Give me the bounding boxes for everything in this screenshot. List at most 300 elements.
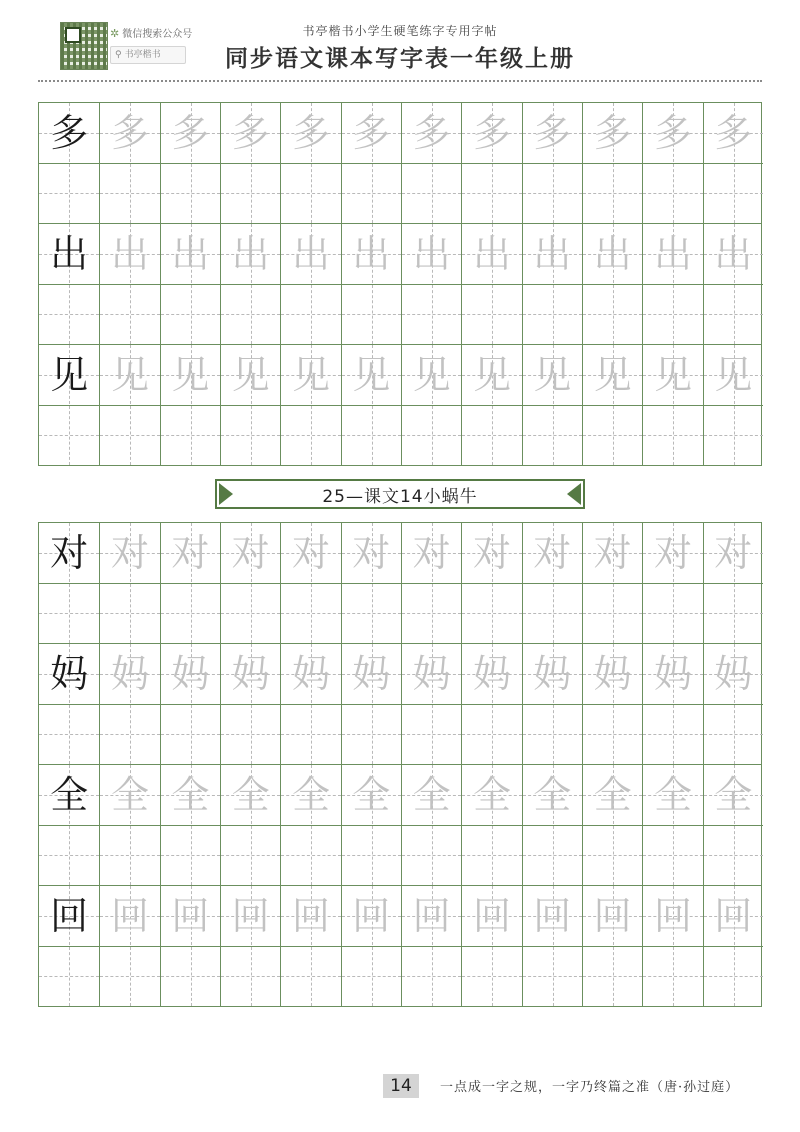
grid-guide-line: [643, 855, 702, 856]
grid-guide-line: [462, 193, 521, 194]
search-text: 书亭楷书: [124, 50, 161, 60]
grid-guide-line: [39, 704, 99, 705]
grid-guide-line: [100, 704, 159, 705]
grid-guide-line: [100, 314, 159, 315]
grid-guide-line: [100, 946, 159, 947]
practice-grid-1: [38, 102, 762, 466]
trace-cell[interactable]: [341, 644, 401, 764]
grid-guide-line: [523, 435, 582, 436]
trace-character: 妈: [412, 652, 451, 696]
trace-cell[interactable]: [582, 103, 642, 223]
grid-guide-line: [523, 405, 582, 406]
grid-guide-line: [704, 583, 763, 584]
trace-cell[interactable]: [341, 103, 401, 223]
grid-guide-line: [161, 946, 220, 947]
grid-guide-line: [462, 405, 521, 406]
grid-guide-line: [462, 583, 521, 584]
model-cell: [39, 765, 99, 885]
grid-guide-line: [281, 583, 340, 584]
page-header: [0, 0, 800, 90]
trace-character: 回: [653, 894, 692, 938]
trace-cell[interactable]: [582, 523, 642, 643]
trace-cell[interactable]: [160, 886, 220, 1006]
grid-guide-line: [342, 193, 401, 194]
grid-guide-line: [342, 613, 401, 614]
trace-cell[interactable]: [280, 345, 340, 465]
practice-row: [39, 764, 761, 885]
model-character: 回: [50, 894, 89, 938]
grid-guide-line: [643, 163, 702, 164]
page-subtitle: 书亭楷书小学生硬笔练字专用字帖: [302, 24, 498, 38]
model-cell: [39, 886, 99, 1006]
trace-character: 出: [291, 232, 330, 276]
trace-cell[interactable]: [642, 644, 702, 764]
trace-character: 出: [110, 232, 149, 276]
trace-cell[interactable]: [522, 886, 582, 1006]
trace-cell[interactable]: [703, 103, 763, 223]
trace-cell[interactable]: [461, 103, 521, 223]
wechat-label: [110, 25, 192, 40]
grid-guide-line: [100, 583, 159, 584]
trace-cell[interactable]: [642, 886, 702, 1006]
trace-cell[interactable]: [522, 103, 582, 223]
grid-guide-line: [342, 855, 401, 856]
grid-guide-line: [342, 314, 401, 315]
grid-guide-line: [402, 583, 461, 584]
trace-cell[interactable]: [99, 345, 159, 465]
trace-cell[interactable]: [522, 765, 582, 885]
grid-guide-line: [643, 825, 702, 826]
trace-cell[interactable]: [401, 886, 461, 1006]
grid-guide-line: [161, 583, 220, 584]
grid-guide-line: [704, 825, 763, 826]
trace-cell[interactable]: [341, 345, 401, 465]
grid-guide-line: [221, 976, 280, 977]
grid-guide-line: [161, 734, 220, 735]
trace-character: 多: [653, 111, 692, 155]
trace-character: 回: [412, 894, 451, 938]
trace-character: 出: [533, 232, 572, 276]
trace-character: 全: [533, 773, 572, 817]
grid-guide-line: [161, 825, 220, 826]
grid-guide-line: [704, 976, 763, 977]
trace-character: 对: [352, 531, 391, 575]
grid-guide-line: [281, 825, 340, 826]
trace-cell[interactable]: [220, 886, 280, 1006]
trace-character: 回: [352, 894, 391, 938]
footer-quote: 一点成一字之规，一字乃终篇之准（唐·孙过庭）: [440, 1080, 740, 1095]
trace-character: 全: [472, 773, 511, 817]
trace-character: 回: [533, 894, 572, 938]
trace-character: 对: [472, 531, 511, 575]
grid-guide-line: [402, 435, 461, 436]
grid-guide-line: [523, 284, 582, 285]
grid-guide-line: [462, 314, 521, 315]
practice-row: [39, 885, 761, 1006]
trace-cell[interactable]: [160, 345, 220, 465]
grid-guide-line: [643, 613, 702, 614]
grid-guide-line: [583, 855, 642, 856]
trace-cell[interactable]: [582, 644, 642, 764]
trace-cell[interactable]: [220, 224, 280, 344]
grid-guide-line: [221, 193, 280, 194]
grid-guide-line: [402, 976, 461, 977]
trace-character: 多: [231, 111, 270, 155]
trace-character: 多: [110, 111, 149, 155]
trace-cell[interactable]: [99, 644, 159, 764]
trace-character: 出: [472, 232, 511, 276]
grid-guide-line: [643, 976, 702, 977]
trace-character: 见: [291, 353, 330, 397]
trace-character: 妈: [291, 652, 330, 696]
trace-character: 多: [593, 111, 632, 155]
trace-character: 出: [714, 232, 753, 276]
grid-guide-line: [583, 825, 642, 826]
grid-guide-line: [342, 734, 401, 735]
trace-character: 妈: [593, 652, 632, 696]
grid-guide-line: [39, 855, 99, 856]
grid-guide-line: [402, 314, 461, 315]
trace-cell[interactable]: [461, 345, 521, 465]
trace-character: 妈: [352, 652, 391, 696]
practice-row: [39, 344, 761, 465]
grid-guide-line: [100, 976, 159, 977]
grid-guide-line: [342, 976, 401, 977]
trace-character: 全: [291, 773, 330, 817]
trace-character: 见: [593, 353, 632, 397]
trace-character: 对: [653, 531, 692, 575]
trace-cell[interactable]: [461, 765, 521, 885]
grid-guide-line: [100, 613, 159, 614]
trace-character: 对: [110, 531, 149, 575]
grid-guide-line: [342, 583, 401, 584]
trace-character: 妈: [171, 652, 210, 696]
model-character: 出: [50, 232, 89, 276]
trace-cell[interactable]: [220, 523, 280, 643]
grid-guide-line: [161, 613, 220, 614]
grid-guide-line: [342, 284, 401, 285]
grid-guide-line: [161, 405, 220, 406]
grid-guide-line: [583, 946, 642, 947]
trace-cell[interactable]: [280, 103, 340, 223]
grid-guide-line: [523, 734, 582, 735]
grid-guide-line: [221, 825, 280, 826]
grid-guide-line: [523, 976, 582, 977]
grid-guide-line: [402, 946, 461, 947]
practice-grid-2: [38, 522, 762, 1007]
trace-character: 见: [171, 353, 210, 397]
grid-guide-line: [583, 613, 642, 614]
trace-cell[interactable]: [642, 345, 702, 465]
grid-guide-line: [342, 435, 401, 436]
trace-cell[interactable]: [280, 765, 340, 885]
grid-guide-line: [342, 163, 401, 164]
trace-character: 对: [412, 531, 451, 575]
grid-guide-line: [342, 405, 401, 406]
grid-guide-line: [523, 163, 582, 164]
model-character: 妈: [50, 652, 89, 696]
grid-guide-line: [523, 704, 582, 705]
search-box: [110, 46, 186, 64]
trace-character: 回: [714, 894, 753, 938]
trace-cell[interactable]: [582, 765, 642, 885]
trace-cell[interactable]: [642, 523, 702, 643]
trace-character: 多: [412, 111, 451, 155]
grid-guide-line: [704, 163, 763, 164]
grid-guide-line: [704, 284, 763, 285]
trace-character: 见: [472, 353, 511, 397]
trace-cell[interactable]: [401, 765, 461, 885]
trace-cell[interactable]: [703, 644, 763, 764]
trace-cell[interactable]: [582, 345, 642, 465]
grid-guide-line: [704, 435, 763, 436]
grid-guide-line: [402, 284, 461, 285]
trace-cell[interactable]: [160, 644, 220, 764]
lesson-title: 25—课文14小蜗牛: [322, 486, 478, 507]
trace-character: 出: [352, 232, 391, 276]
grid-guide-line: [523, 946, 582, 947]
trace-cell[interactable]: [99, 765, 159, 885]
trace-cell[interactable]: [280, 644, 340, 764]
grid-guide-line: [462, 946, 521, 947]
trace-cell[interactable]: [703, 345, 763, 465]
trace-character: 对: [714, 531, 753, 575]
trace-character: 见: [714, 353, 753, 397]
page-number: 14: [383, 1074, 419, 1098]
trace-cell[interactable]: [99, 886, 159, 1006]
trace-character: 多: [291, 111, 330, 155]
grid-guide-line: [161, 284, 220, 285]
grid-guide-line: [704, 734, 763, 735]
trace-cell[interactable]: [160, 765, 220, 885]
trace-cell[interactable]: [461, 523, 521, 643]
trace-cell[interactable]: [642, 224, 702, 344]
grid-guide-line: [462, 284, 521, 285]
trace-character: 回: [171, 894, 210, 938]
trace-cell[interactable]: [341, 765, 401, 885]
grid-guide-line: [704, 193, 763, 194]
grid-guide-line: [281, 405, 340, 406]
trace-cell[interactable]: [642, 765, 702, 885]
grid-guide-line: [39, 613, 99, 614]
trace-cell[interactable]: [220, 644, 280, 764]
grid-guide-line: [342, 704, 401, 705]
grid-guide-line: [161, 855, 220, 856]
trace-character: 见: [231, 353, 270, 397]
trace-cell[interactable]: [341, 224, 401, 344]
grid-guide-line: [583, 193, 642, 194]
model-cell: [39, 103, 99, 223]
grid-guide-line: [523, 314, 582, 315]
trace-cell[interactable]: [99, 224, 159, 344]
trace-character: 见: [352, 353, 391, 397]
grid-guide-line: [100, 734, 159, 735]
trace-cell[interactable]: [461, 886, 521, 1006]
grid-guide-line: [704, 405, 763, 406]
grid-guide-line: [161, 976, 220, 977]
grid-guide-line: [161, 435, 220, 436]
grid-guide-line: [402, 613, 461, 614]
trace-cell[interactable]: [522, 523, 582, 643]
grid-guide-line: [39, 193, 99, 194]
trace-cell[interactable]: [99, 523, 159, 643]
grid-guide-line: [161, 314, 220, 315]
trace-cell[interactable]: [401, 224, 461, 344]
trace-character: 多: [472, 111, 511, 155]
trace-cell[interactable]: [160, 224, 220, 344]
trace-character: 全: [714, 773, 753, 817]
grid-guide-line: [100, 405, 159, 406]
trace-character: 见: [653, 353, 692, 397]
trace-cell[interactable]: [703, 886, 763, 1006]
grid-guide-line: [643, 284, 702, 285]
grid-guide-line: [281, 314, 340, 315]
trace-character: 妈: [472, 652, 511, 696]
grid-guide-line: [39, 314, 99, 315]
grid-guide-line: [704, 946, 763, 947]
grid-guide-line: [221, 704, 280, 705]
trace-cell[interactable]: [522, 345, 582, 465]
grid-guide-line: [281, 704, 340, 705]
grid-guide-line: [402, 734, 461, 735]
grid-guide-line: [100, 284, 159, 285]
grid-guide-line: [704, 704, 763, 705]
grid-guide-line: [523, 855, 582, 856]
grid-guide-line: [643, 734, 702, 735]
practice-row: [39, 523, 761, 643]
trace-cell[interactable]: [401, 644, 461, 764]
trace-cell[interactable]: [582, 224, 642, 344]
grid-guide-line: [643, 405, 702, 406]
grid-guide-line: [281, 435, 340, 436]
trace-character: 出: [231, 232, 270, 276]
grid-guide-line: [100, 163, 159, 164]
model-character: 对: [50, 531, 89, 575]
grid-guide-line: [39, 284, 99, 285]
trace-character: 妈: [533, 652, 572, 696]
trace-cell[interactable]: [642, 103, 702, 223]
trace-character: 回: [231, 894, 270, 938]
grid-guide-line: [342, 825, 401, 826]
trace-cell[interactable]: [461, 224, 521, 344]
grid-guide-line: [281, 284, 340, 285]
trace-cell[interactable]: [341, 886, 401, 1006]
trace-cell[interactable]: [401, 345, 461, 465]
grid-guide-line: [704, 314, 763, 315]
grid-guide-line: [100, 193, 159, 194]
trace-cell[interactable]: [220, 345, 280, 465]
trace-cell[interactable]: [99, 103, 159, 223]
grid-guide-line: [523, 825, 582, 826]
grid-guide-line: [643, 946, 702, 947]
grid-guide-line: [221, 163, 280, 164]
trace-cell[interactable]: [220, 765, 280, 885]
grid-guide-line: [161, 193, 220, 194]
grid-guide-line: [100, 855, 159, 856]
qr-code: [60, 22, 108, 70]
trace-character: 出: [593, 232, 632, 276]
model-character: 全: [50, 773, 89, 817]
trace-cell[interactable]: [401, 523, 461, 643]
grid-guide-line: [583, 163, 642, 164]
trace-character: 全: [171, 773, 210, 817]
grid-guide-line: [39, 435, 99, 436]
trace-character: 全: [653, 773, 692, 817]
grid-guide-line: [402, 825, 461, 826]
grid-guide-line: [39, 405, 99, 406]
grid-guide-line: [281, 946, 340, 947]
grid-guide-line: [281, 855, 340, 856]
trace-cell[interactable]: [280, 886, 340, 1006]
practice-row: [39, 643, 761, 764]
trace-character: 回: [472, 894, 511, 938]
trace-character: 全: [593, 773, 632, 817]
trace-character: 回: [291, 894, 330, 938]
grid-guide-line: [221, 583, 280, 584]
trace-character: 多: [714, 111, 753, 155]
grid-guide-line: [221, 435, 280, 436]
model-cell: [39, 345, 99, 465]
trace-cell[interactable]: [522, 644, 582, 764]
grid-guide-line: [462, 613, 521, 614]
trace-character: 全: [352, 773, 391, 817]
trace-character: 对: [533, 531, 572, 575]
trace-character: 对: [291, 531, 330, 575]
trace-cell[interactable]: [461, 644, 521, 764]
grid-guide-line: [39, 946, 99, 947]
trace-cell[interactable]: [703, 765, 763, 885]
grid-guide-line: [221, 946, 280, 947]
trace-cell[interactable]: [582, 886, 642, 1006]
grid-guide-line: [39, 163, 99, 164]
grid-guide-line: [583, 976, 642, 977]
grid-guide-line: [643, 193, 702, 194]
trace-cell[interactable]: [160, 103, 220, 223]
grid-guide-line: [161, 163, 220, 164]
trace-cell[interactable]: [703, 224, 763, 344]
trace-cell[interactable]: [280, 224, 340, 344]
grid-guide-line: [462, 825, 521, 826]
trace-character: 回: [593, 894, 632, 938]
header-divider: [38, 80, 762, 82]
grid-guide-line: [281, 976, 340, 977]
trace-character: 对: [171, 531, 210, 575]
trace-cell[interactable]: [280, 523, 340, 643]
grid-guide-line: [523, 613, 582, 614]
grid-guide-line: [161, 704, 220, 705]
trace-cell[interactable]: [703, 523, 763, 643]
grid-guide-line: [39, 583, 99, 584]
grid-guide-line: [583, 704, 642, 705]
grid-guide-line: [402, 855, 461, 856]
trace-cell[interactable]: [160, 523, 220, 643]
grid-guide-line: [462, 976, 521, 977]
trace-character: 多: [352, 111, 391, 155]
grid-guide-line: [583, 435, 642, 436]
grid-guide-line: [643, 583, 702, 584]
grid-guide-line: [462, 435, 521, 436]
grid-guide-line: [281, 613, 340, 614]
grid-guide-line: [221, 314, 280, 315]
trace-cell[interactable]: [401, 103, 461, 223]
grid-guide-line: [100, 825, 159, 826]
grid-guide-line: [704, 613, 763, 614]
trace-cell[interactable]: [522, 224, 582, 344]
trace-cell[interactable]: [220, 103, 280, 223]
grid-guide-line: [583, 284, 642, 285]
trace-cell[interactable]: [341, 523, 401, 643]
grid-guide-line: [643, 704, 702, 705]
